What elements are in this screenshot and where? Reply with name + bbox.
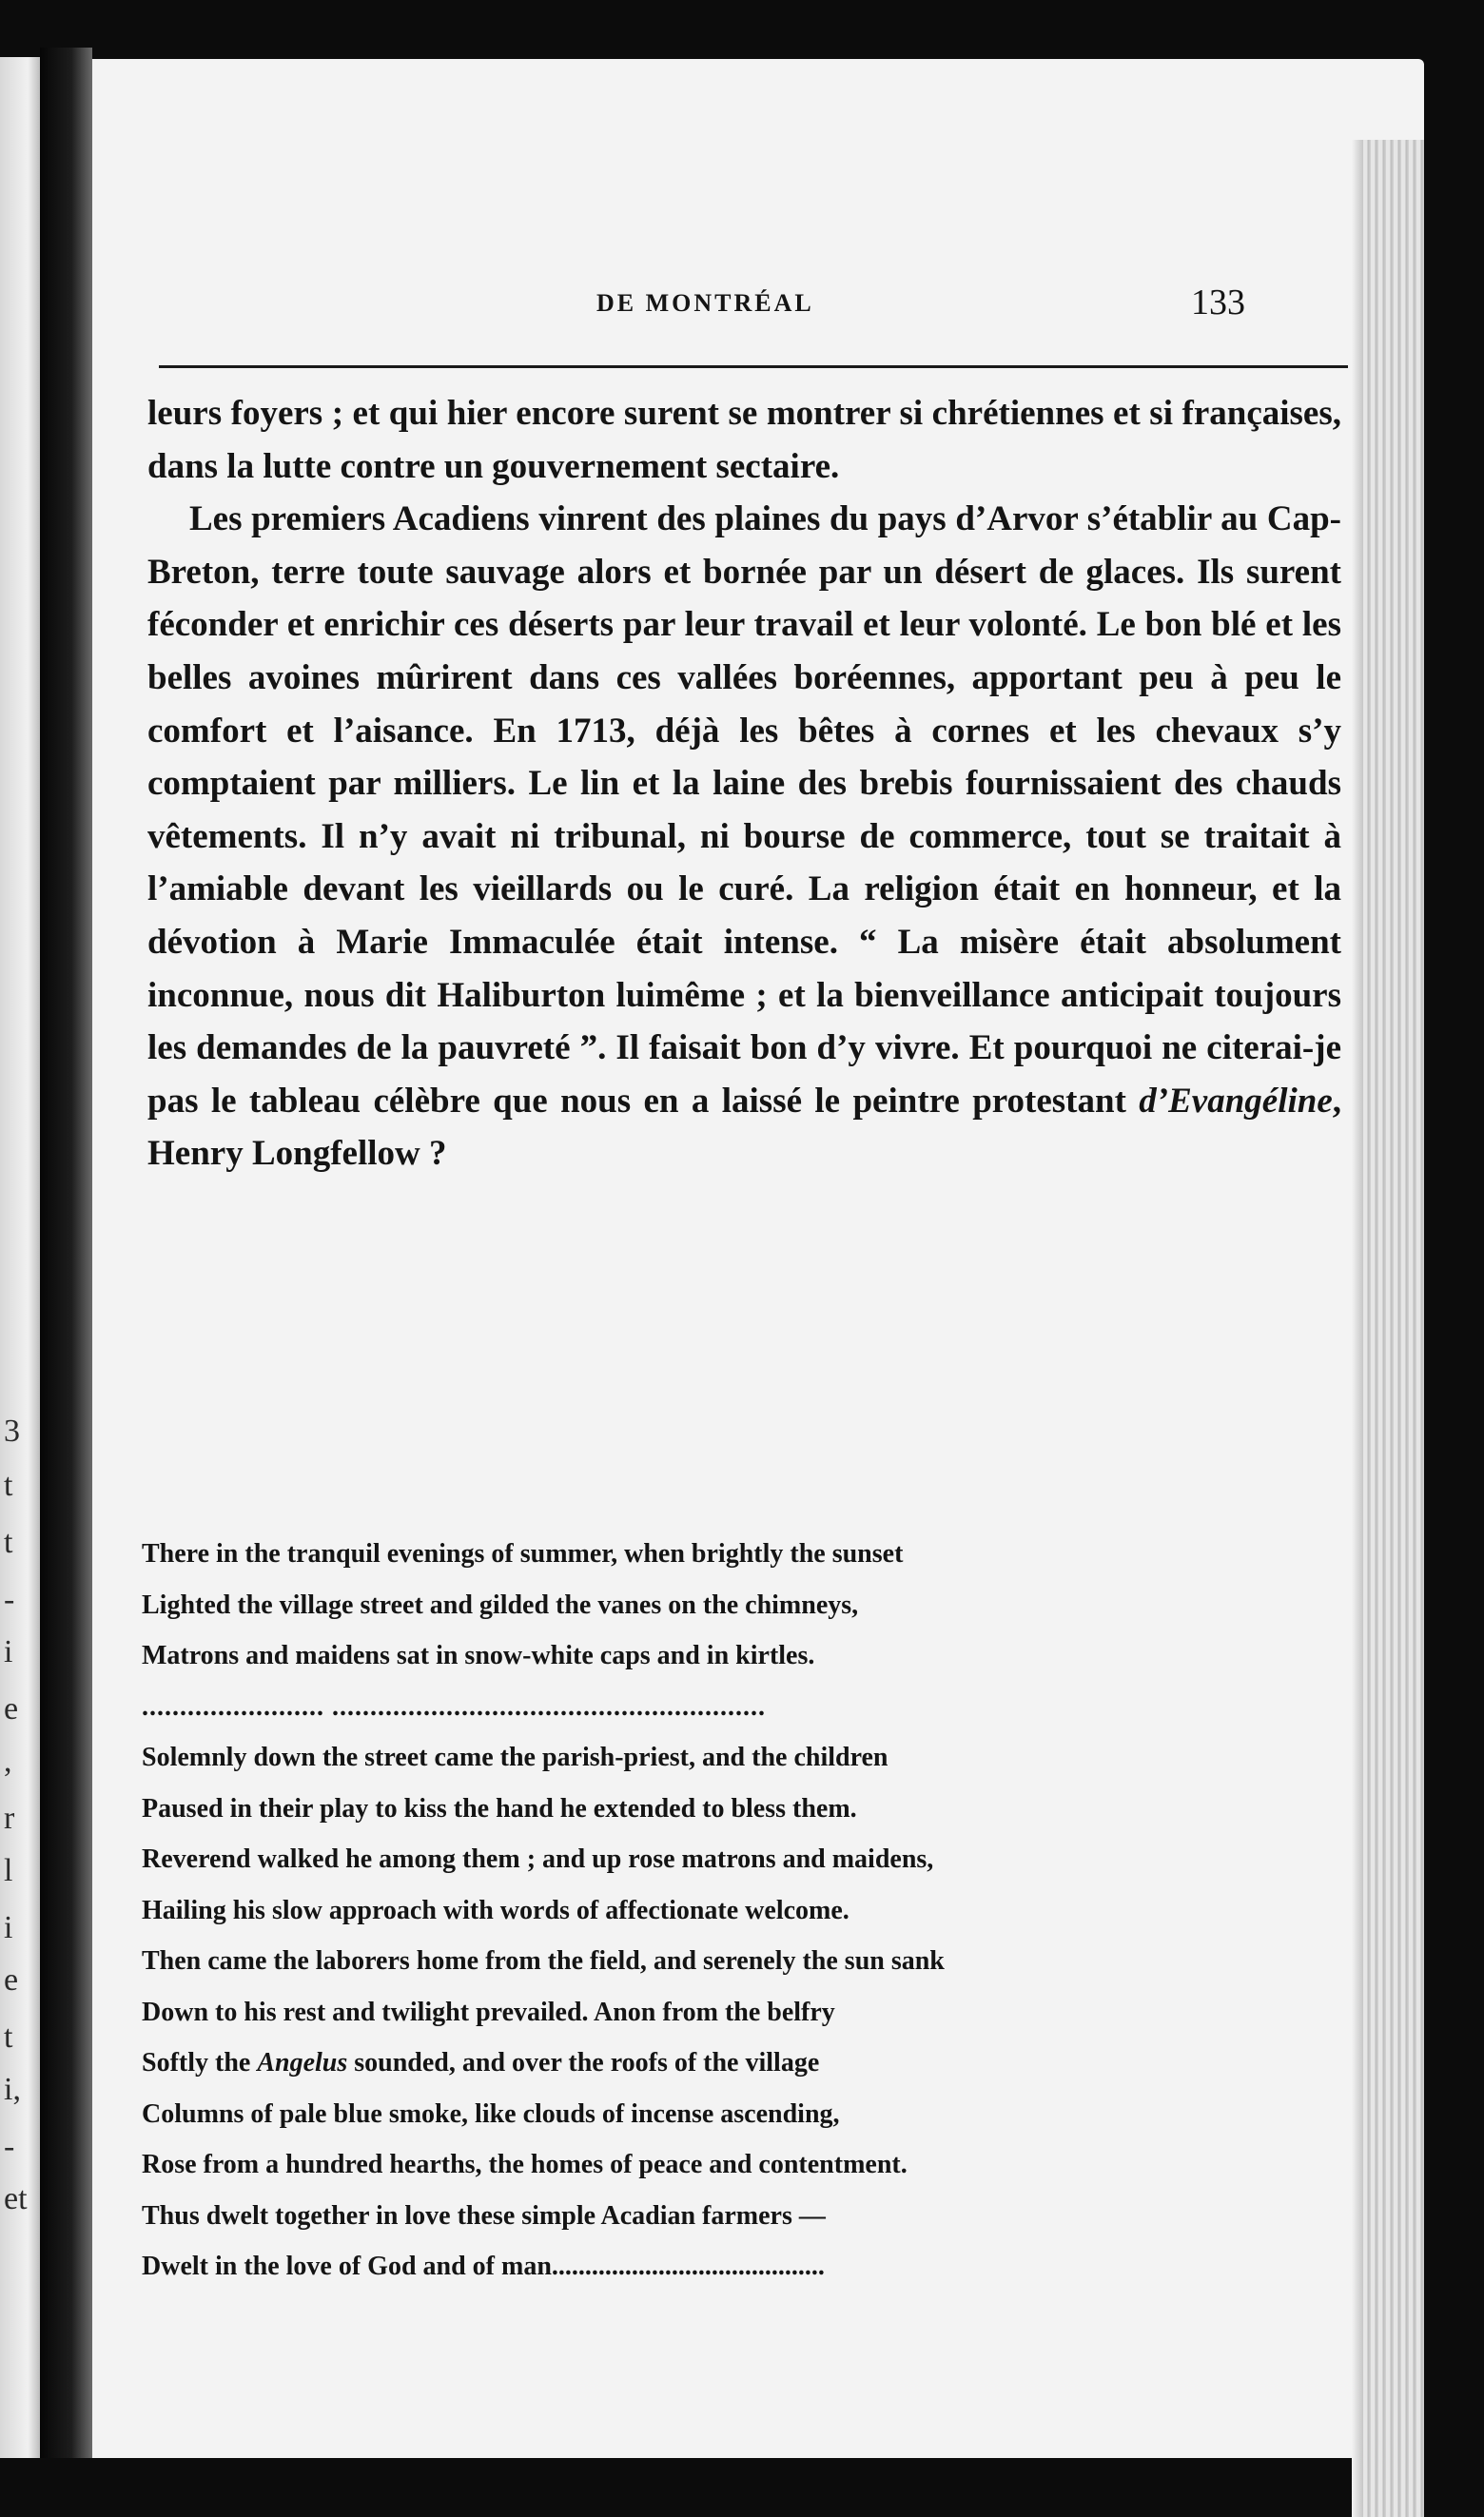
poem-line: Solemnly down the street came the parish-priest, and the children (142, 1743, 888, 1772)
margin-fragment: r (4, 1801, 15, 1836)
margin-fragment: - (4, 2129, 15, 2164)
margin-fragment: i, (4, 2072, 21, 2107)
poem-line: There in the tranquil evenings of summer, when brightly the sunset (142, 1539, 904, 1569)
paragraph-text: Les premiers Acadiens vinrent des plaines du pays d’Arvor s’établir au Cap-Breton, terre toute sauvage alors et bornée par un désert de glaces. Ils surent féconder et enrichir ces déserts par leur travail et leur volonté. Le bon blé et les belles avoines mûrirent dans ces vallées boréennes, apportant peu à peu le comfort et l’aisance. En 1713, déjà les bêtes à cornes et les chevaux s’y comptaient par milliers. Le lin et la laine des brebis fournissaient des chauds vêtements. Il n’y avait ni tribunal, ni bourse de commerce, tout se traitait à l’amiable devant les vieillards ou le curé. La religion était en honneur, et la dévotion à Marie Immaculée était intense. “ La misère était absolument inconnue, nous dit Haliburton luimême ; et la bienveillance anticipait toujours les demandes de la pauvreté ”. Il faisait bon d’y vivre. Et pourquoi ne citerai-je pas le tableau célèbre que nous en a laissé le peintre protestant (147, 499, 1341, 1121)
margin-fragment: i (4, 1910, 13, 1945)
running-title: DE MONTRÉAL (596, 289, 814, 317)
margin-fragment: et (4, 2181, 28, 2216)
margin-fragment: l (4, 1853, 13, 1888)
poem-line: Matrons and maidens sat in snow-white caps and in kirtles. (142, 1641, 815, 1670)
body-text (147, 387, 1341, 1180)
poem-line: Columns of pale blue smoke, like clouds of incense ascending, (142, 2098, 840, 2129)
italic-title: d’Evangéline (1139, 1081, 1333, 1121)
poem-line (142, 2038, 1283, 2089)
margin-fragment: t (4, 1468, 13, 1503)
ellipsis-line: ........................ ......................................................... (142, 1691, 766, 1722)
poem-line: Rose from a hundred hearths, the homes of peace and contentment. (142, 2150, 908, 2179)
poem-line: Down to his rest and twilight prevailed. Anon from the belfry (142, 1997, 835, 2027)
book-page (92, 59, 1424, 2458)
poem-text: Softly the (142, 2048, 258, 2078)
margin-fragment: t (4, 2019, 13, 2055)
margin-fragment: i (4, 1634, 13, 1669)
poem-line: Lighted the village street and gilded the vanes on the chimneys, (142, 1590, 859, 1620)
poem-line: Hailing his slow approach with words of affectionate welcome. (142, 1895, 849, 1925)
poem-quote (142, 1529, 1283, 2293)
poem-line: Then came the laborers home from the field, and serenely the sun sank (142, 1946, 945, 1976)
poem-text: sounded, and over the roofs of the village (347, 2048, 820, 2078)
running-head (92, 283, 1424, 327)
margin-fragment: - (4, 1582, 15, 1617)
page-number: 133 (1191, 283, 1245, 322)
page-edge-shadow (1352, 140, 1363, 2517)
paragraph (147, 493, 1341, 1180)
margin-fragment: , (4, 1744, 12, 1779)
poem-line: Thus dwelt together in love these simple Acadian farmers — (142, 2200, 826, 2231)
page-stack-edge (1363, 140, 1424, 2517)
book-gutter (40, 48, 92, 2458)
previous-page-edge (0, 57, 40, 2458)
paragraph: leurs foyers ; et qui hier encore surent se montrer si chrétiennes et si françaises, dans la lutte contre un gouvernement sectaire. (147, 394, 1341, 486)
margin-fragment: 3 (4, 1414, 20, 1449)
poem-line: Paused in their play to kiss the hand he extended to bless them. (142, 1793, 857, 1824)
italic-word: Angelus (257, 2048, 348, 2078)
paragraph-text: , Henry Longfellow ? (147, 1081, 1341, 1174)
margin-fragment: e (4, 1962, 19, 1998)
margin-fragment: e (4, 1691, 19, 1727)
margin-fragment: t (4, 1525, 13, 1560)
poem-line: Dwelt in the love of God and of man......................................... (142, 2252, 825, 2281)
poem-line: Reverend walked he among them ; and up rose matrons and maidens, (142, 1844, 934, 1874)
header-rule (159, 365, 1348, 368)
